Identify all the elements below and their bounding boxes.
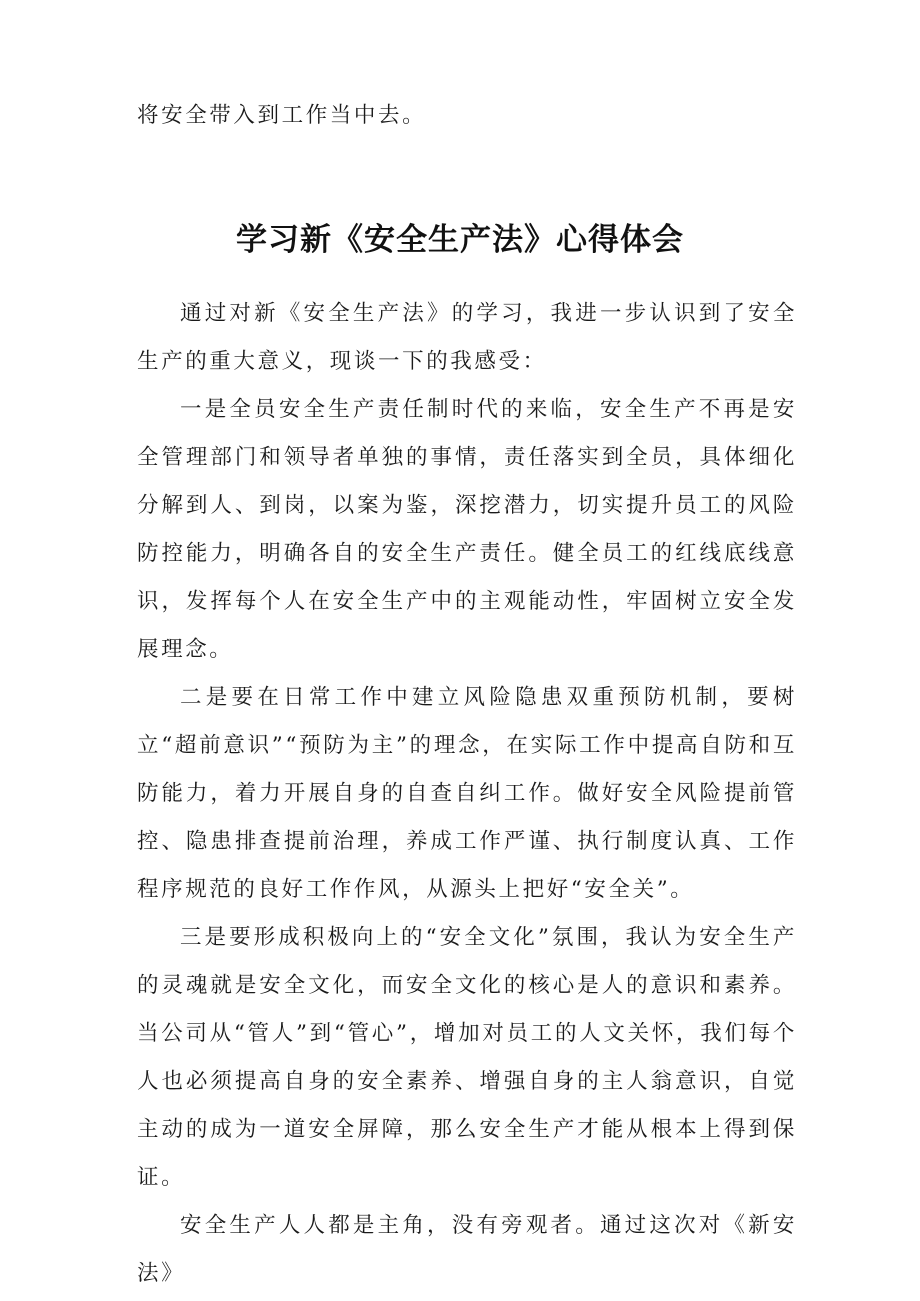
paragraph-point-three: 三是要形成积极向上的“安全文化”氛围，我认为安全生产的灵魂就是安全文化，而安全文化的核心是人的意识和素养。当公司从“管人”到“管心”，增加对员工的人文关怀，我们每个人也必须提高自身的安全素养、增强自身的主人翁意识，自觉主动的成为一道安全屏障，那么安全生产才能从根本上得到保证。	[137, 925, 797, 1190]
paragraph-point-one: 一是全员安全生产责任制时代的来临，安全生产不再是安全管理部门和领导者单独的事情，责任落实到全员，具体细化分解到人、到岗，以案为鉴，深挖潜力，切实提升员工的风险防控能力，明确各自的安全生产责任。健全员工的红线底线意识，发挥每个人在安全生产中的主观能动性，牢固树立安全发展理念。	[137, 397, 797, 662]
paragraph-intro: 通过对新《安全生产法》的学习，我进一步认识到了安全生产的重大意义，现谈一下的我感受：	[137, 301, 797, 374]
document-body	[137, 290, 797, 1298]
document-title: 学习新《安全生产法》心得体会	[236, 221, 684, 258]
carry-over-line: 将安全带入到工作当中去。	[137, 103, 427, 128]
paragraph-closing: 安全生产人人都是主角，没有旁观者。通过这次对《新安法》	[137, 1213, 797, 1286]
paragraph-point-two: 二是要在日常工作中建立风险隐患双重预防机制，要树立“超前意识”“预防为主”的理念，在实际工作中提高自防和互防能力，着力开展自身的自查自纠工作。做好安全风险提前管控、隐患排查提前治理，养成工作严谨、执行制度认真、工作程序规范的良好工作作风，从源头上把好“安全关”。	[137, 685, 797, 902]
